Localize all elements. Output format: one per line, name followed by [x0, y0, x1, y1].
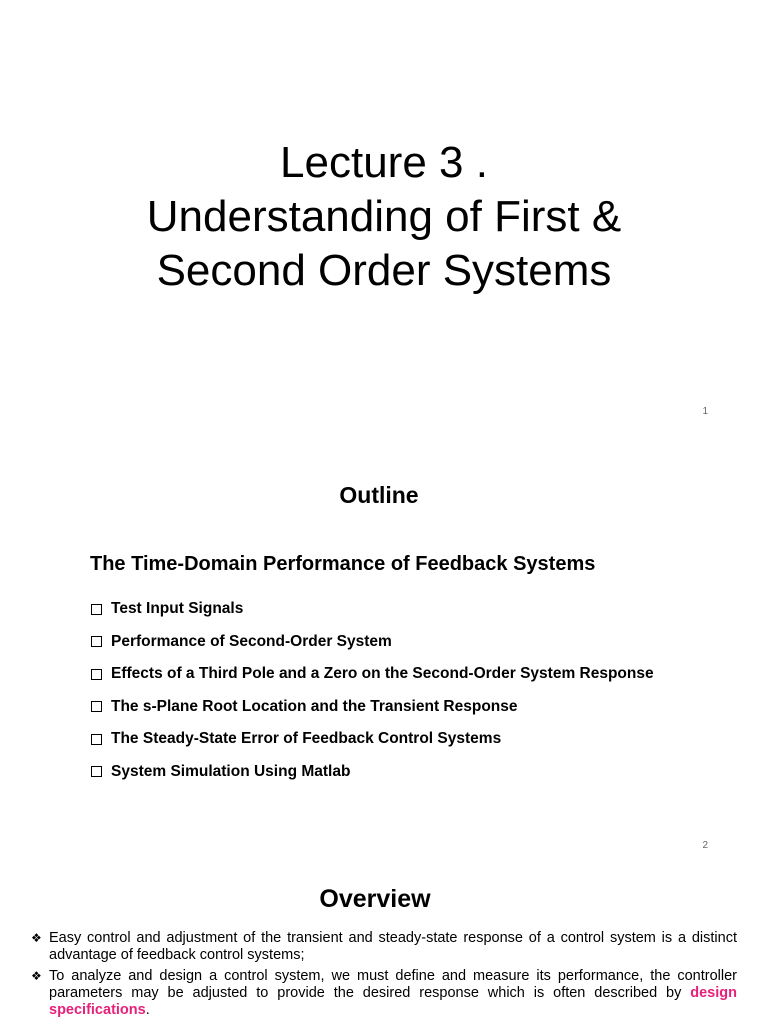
overview-item-text — [49, 968, 737, 1019]
title-line-1: Lecture 3 . — [280, 138, 488, 187]
list-item — [91, 756, 654, 789]
checkbox-square-icon — [91, 701, 102, 712]
lecture-title — [0, 136, 768, 298]
title-line-2: Understanding of First & — [146, 192, 622, 241]
checkbox-square-icon — [91, 766, 102, 777]
checkbox-square-icon — [91, 604, 102, 615]
list-item-label: Performance of Second-Order System — [111, 632, 392, 650]
list-item-label: The Steady-State Error of Feedback Control Systems — [111, 730, 502, 748]
outline-list — [91, 593, 654, 788]
overview-item-body: To analyze and design a control system, we must define and measure its performance, the controller parameters may be adjusted to provide the desired response which is often described by — [49, 968, 737, 1001]
list-item — [91, 593, 654, 626]
list-item — [31, 968, 737, 1019]
overview-item-suffix: . — [145, 1002, 150, 1018]
diamond-bullet-icon: ❖ — [31, 931, 42, 945]
title-line-3: Second Order Systems — [156, 246, 612, 295]
page-number: 1 — [702, 406, 708, 417]
outline-heading: Outline — [339, 482, 419, 508]
outline-subheading: The Time-Domain Performance of Feedback Systems — [90, 553, 596, 575]
list-item-label: System Simulation Using Matlab — [111, 762, 351, 780]
checkbox-square-icon — [91, 734, 102, 745]
list-item-label: Effects of a Third Pole and a Zero on the Second-Order System Response — [111, 665, 654, 683]
overview-list — [31, 930, 737, 1023]
slide-overview — [0, 864, 768, 1024]
slide-outline — [0, 432, 768, 864]
design-specifications-highlight: design specifications — [49, 985, 737, 1018]
overview-item-body: Easy control and adjustment of the transient and steady-state response of a control system is a distinct advantage of feedback control systems; — [49, 930, 737, 963]
overview-item-text — [49, 930, 737, 964]
list-item — [91, 626, 654, 659]
list-item — [91, 658, 654, 691]
list-item — [91, 691, 654, 724]
list-item — [91, 723, 654, 756]
list-item-label: The s-Plane Root Location and the Transient Response — [111, 697, 518, 715]
diamond-bullet-icon: ❖ — [31, 969, 42, 983]
page-number: 2 — [702, 840, 708, 851]
overview-heading: Overview — [319, 885, 431, 913]
list-item — [31, 930, 737, 964]
list-item-label: Test Input Signals — [111, 600, 244, 618]
slide-title — [0, 0, 768, 432]
checkbox-square-icon — [91, 669, 102, 680]
checkbox-square-icon — [91, 636, 102, 647]
